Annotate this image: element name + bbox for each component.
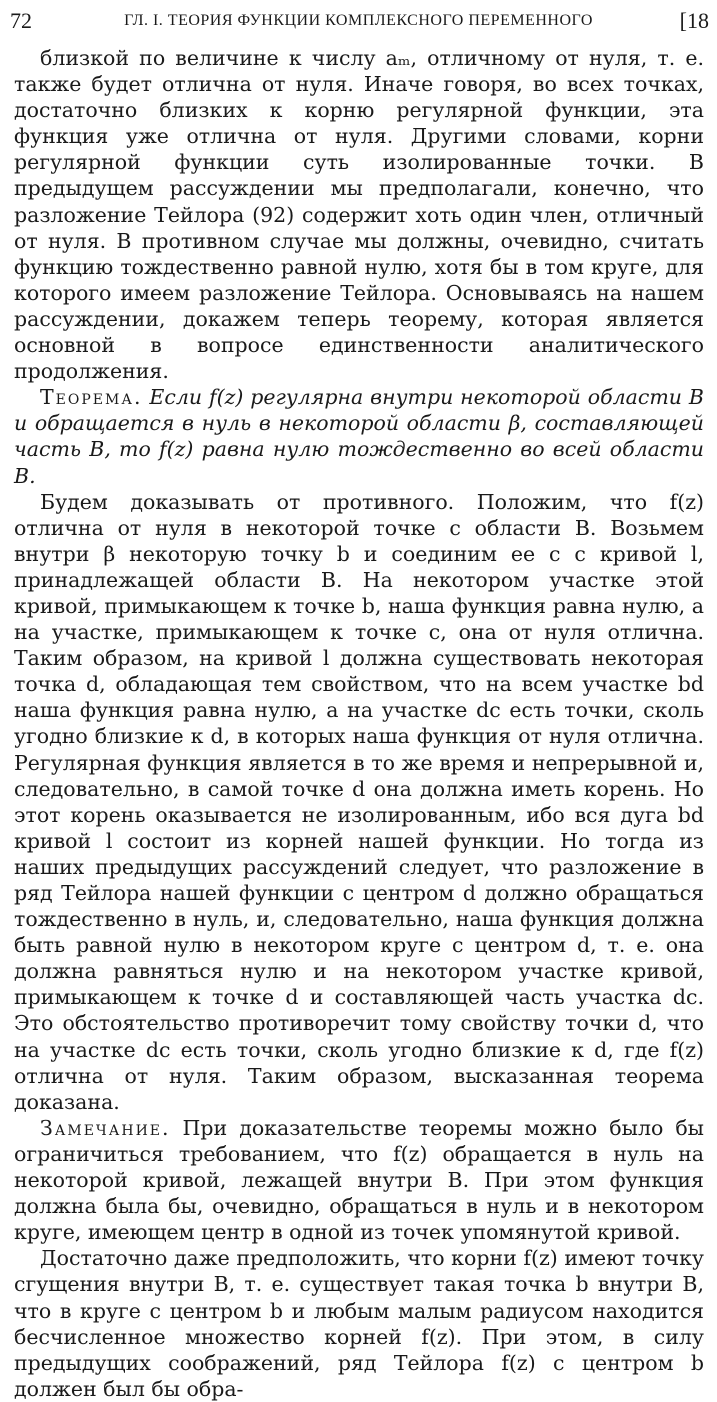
page-number: 72 — [10, 8, 32, 33]
paragraph-remark — [14, 1115, 704, 1245]
remark-label: Замечание. — [40, 1115, 171, 1140]
page-header — [0, 4, 717, 40]
paragraph-5: Достаточно даже предположить, что корни f(z) имеют точку сгущения внутри B, т. е. существует такая точка b внутри B, что в круге с центром b и любым малым радиусом находится бесчисленное множество корней f(z). При этом, в силу предыдущих соображений, ряд Тейлора f(z) с центром b должен был бы обра- — [14, 1246, 704, 1401]
paragraph-theorem — [14, 384, 704, 488]
remark-text: При доказательстве теоремы можно было бы ограничиться требованием, что f(z) обращается в нуль на некоторой кривой, лежащей внутри B. При этом функция должна была бы, очевидно, обращаться в нуль и в некотором круге, имеющем центр в одной из точек упомянутой кривой. — [14, 1115, 704, 1245]
paragraph-1: близкой по величине к числу aₘ, отличному от нуля, т. е. также будет отлична от нуля. Иначе говоря, во всех точках, достаточно близких к корню регулярной функции, эта функция уже отлична от нуля. Другими словами, корни регулярной функции суть изолированные точки. В предыдущем рассуждении мы предполагали, конечно, что разложение Тейлора (92) содержит хоть один член, отличный от нуля. В противном случае мы должны, очевидно, считать функцию тождественно равной нулю, хотя бы в том круге, для которого имеем разложение Тейлора. Основываясь на нашем рассуждении, докажем теперь теорему, которая является основной в вопросе единственности аналитического продолжения. — [14, 46, 704, 384]
section-number: [18 — [679, 8, 709, 33]
running-title: ГЛ. I. ТЕОРИЯ ФУНКЦИИ КОМПЛЕКСНОГО ПЕРЕМЕННОГО — [124, 12, 593, 29]
theorem-statement: Если f(z) регулярна внутри некоторой области B и обращается в нуль в некоторой области β, составляющей часть B, то f(z) равна нулю тождественно во всей области B. — [14, 385, 704, 488]
page-body — [14, 45, 704, 1402]
paragraph-proof: Будем доказывать от противного. Положим, что f(z) отлична от нуля в некоторой точке c области B. Возьмем внутри β некоторую точку b и соединим ее с c кривой l, принадлежащей области B. На некотором участке этой кривой, примыкающем к точке b, наша функция равна нулю, а на участке, примыкающем к точке c, она от нуля отлична. Таким образом, на кривой l должна существовать некоторая точка d, обладающая тем свойством, что на всем участке bd наша функция равна нулю, а на участке dc есть точки, сколь угодно близкие к d, в которых наша функция от нуля отлична. Регулярная функция является в то же время и непрерывной и, следовательно, в самой точке d она должна иметь корень. Но этот корень оказывается не изолированным, ибо вся дуга bd кривой l состоит из корней нашей функции. Но тогда из наших предыдущих рассуждений следует, что разложение в ряд Тейлора нашей функции с центром d должно обращаться тождественно в нуль, и, следовательно, наша функция должна быть равной нулю в некотором круге с центром d, т. е. она должна равняться нулю и на некотором участке кривой, примыкающем к точке d и составляющей часть участка dc. Это обстоятельство противоречит тому свойству точки d, что на участке dc есть точки, сколь угодно близкие к d, где f(z) отлична от нуля. Таким образом, высказанная теорема доказана. — [14, 489, 704, 1114]
theorem-label: Теорема. — [40, 385, 143, 410]
